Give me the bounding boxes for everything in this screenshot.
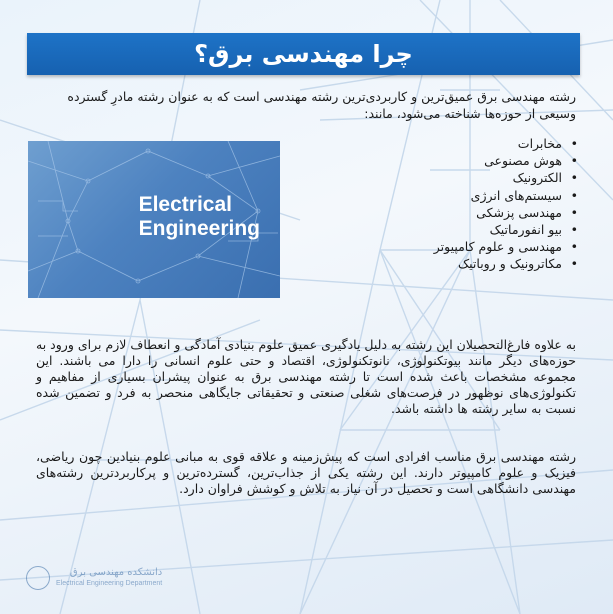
fields-list — [300, 135, 580, 273]
image-text-line2: Engineering — [138, 217, 260, 240]
university-seal-icon — [26, 566, 50, 590]
paragraph-suitability: رشته مهندسی برق مناسب افرادی است که پیش‌زمینه و علاقه قوی به مبانی علوم بنیادین چون ریاضی، فیزیک و علوم کامپیوتر دارند. این رشته یکی از جذاب‌ترین، گسترده‌ترین و پرکاربردترین رشته‌های مهندسی دانشگاهی است و تحصیل در آن نیاز به تلاش و کوشش فراوان دارد. — [36, 449, 576, 496]
department-name-fa: دانشکده مهندسی برق — [69, 567, 163, 578]
list-item: • مخابرات — [300, 135, 580, 152]
paragraph-graduates: به علاوه فارغ‌التحصیلان این رشته به دلیل یادگیری عمیق علوم بنیادی آمادگی و انعطاف لازم برای ورود به حوزه‌های دیگر مانند بیوتکنولوژی، نانوتکنولوژی، اقتصاد و حتی علوم انسانی را دارا می باشند. این مجموعه مشخصات باعث شده است تا رشته مهندسی برق به عنوان پیشران بسیاری از مفاهیم و تکنولوژی‌های نوظهور در فرصت‌های شغلی صنعتی و تحقیقاتی جایگاهی منحصر به فرد و تضمین شده نسبت به سایر رشته ها داشته باشد. — [36, 337, 576, 416]
intro-text: رشته مهندسی برق عمیق‌ترین و کاربردی‌ترین رشته مهندسی است که به عنوان رشته مادرِ گسترده وسیعی از حوزه‌ها شناخته می‌شود، مانند: — [67, 89, 576, 121]
list-item: • هوش مصنوعی — [300, 152, 580, 169]
electrical-engineering-image — [28, 141, 280, 298]
image-text-line1: Electrical — [138, 193, 232, 216]
list-item: • الکترونیک — [300, 169, 580, 186]
list-item: • مهندسی پزشکی — [300, 204, 580, 221]
list-item: • مکاترونیک و روباتیک — [300, 255, 580, 272]
page-title: چرا مهندسی برق؟ — [194, 40, 413, 68]
list-item: • بیو انفورماتیک — [300, 221, 580, 238]
list-item: • سیستم‌های انرژی — [300, 187, 580, 204]
department-logo — [26, 566, 162, 590]
title-banner — [27, 33, 580, 75]
list-item: • مهندسی و علوم کامپیوتر — [300, 238, 580, 255]
department-name-en: Electrical Engineering Department — [56, 580, 163, 587]
